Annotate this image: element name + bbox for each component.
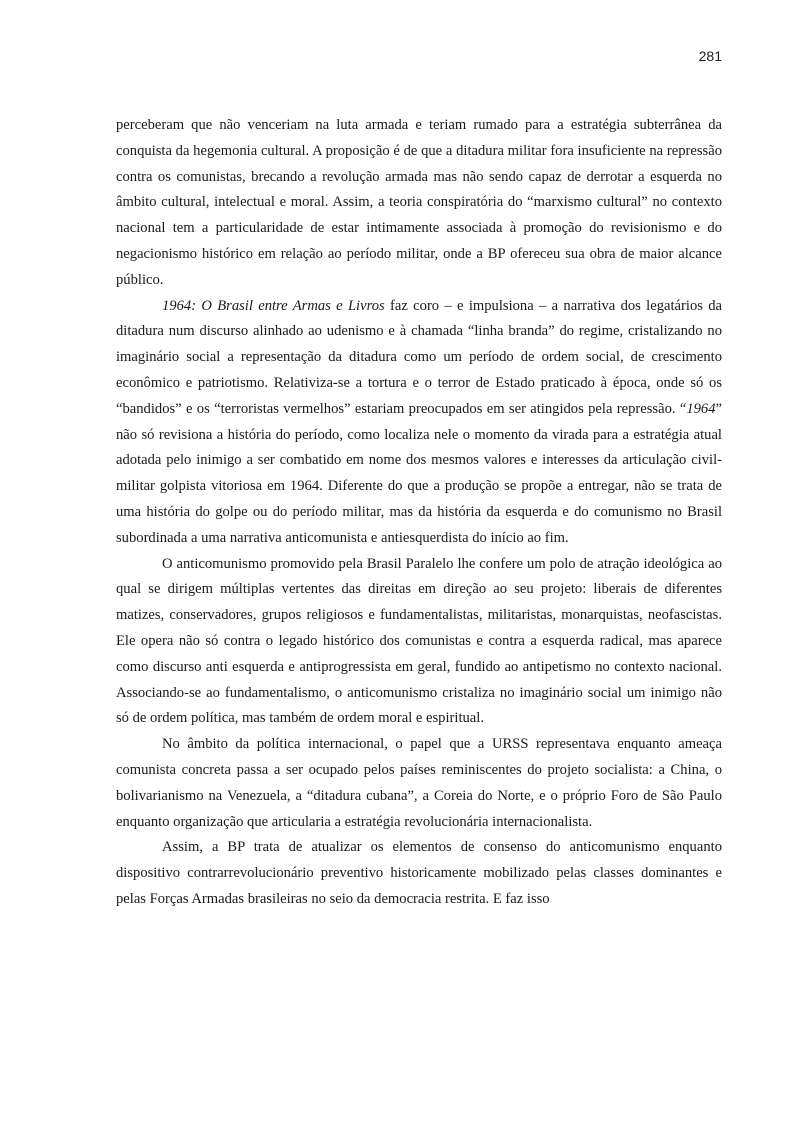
text-run: faz coro – e impulsiona – a narrativa dos legatários da ditadura num discurso alinhado ao udenismo e à chamada “linha branda” do regime, cristalizando no imaginário social a representação da ditadura como um período de ordem social, de crescimento econômico e patriotismo. Relativiza-se a tortura e o terror de Estado praticado à época, onde só os “bandidos” e os “terroristas vermelhos” estariam preocupados em ser atingidos pela repressão. “ [116, 297, 723, 417]
text-run: Assim, a BP trata de atualizar os elementos de consenso do anticomunismo enquanto dispositivo contrarrevolucionário preventivo historicamente mobilizado pelas classes dominantes e pelas Forças Armadas brasileiras no seio da democracia restrita. E faz isso [116, 839, 722, 907]
body-text [116, 113, 722, 913]
text-run: No âmbito da política internacional, o papel que a URSS representava enquanto ameaça comunista concreta passa a ser ocupado pelos países reminiscentes do projeto socialista: a China, o bolivarianismo na Venezuela, a “ditadura cubana”, a Coreia do Norte, e o próprio Foro de São Paulo enquanto organização que articularia a estratégia revolucionária internacionalista. [116, 736, 722, 830]
paragraph [116, 552, 722, 733]
text-run: perceberam que não venceriam na luta armada e teriam rumado para a estratégia subterrânea da conquista da hegemonia cultural. A proposição é de que a ditadura militar fora insuficiente na repressão contra os comunistas, brecando a revolução armada mas não sendo capaz de derrotar a esquerda no âmbito cultural, intelectual e moral. Assim, a teoria conspiratória do “marxismo cultural” no contexto nacional tem a particularidade de estar intimamente associada à promoção do revisionismo e do negacionismo histórico em relação ao período militar, onde a BP ofereceu sua obra de maior alcance público. [116, 117, 722, 288]
italic-title: 1964 [686, 400, 716, 417]
italic-title: 1964: O Brasil entre Armas e Livros [162, 297, 385, 314]
text-run: ” não só revisiona a história do período, como localiza nele o momento da virada para a estratégia atual adotada pelo inimigo a ser combatido em nome dos mesmos valores e interesses da articulação civil-militar golpista vitoriosa em 1964. Diferente do que a produção se propõe a entregar, não se trata de uma história do golpe ou do período militar, mas da história da esquerda e do comunismo no Brasil subordinada a uma narrativa anticomunista e antiesquerdista do início ao fim. [116, 400, 722, 546]
paragraph [116, 835, 722, 912]
paragraph [116, 294, 722, 552]
page-number: 281 [698, 48, 722, 64]
paragraph [116, 732, 722, 835]
text-run: O anticomunismo promovido pela Brasil Paralelo lhe confere um polo de atração ideológica ao qual se dirigem múltiplas vertentes das direitas em direção ao seu projeto: liberais de diferentes matizes, conservadores, grupos religiosos e fundamentalistas, militaristas, monarquistas, neofascistas. Ele opera não só contra o legado histórico dos comunistas e contra a esquerda radical, mas aparece como discurso anti esquerda e antiprogressista em geral, fundido ao antipetismo no contexto nacional. Associando-se ao fundamentalismo, o anticomunismo cristaliza no imaginário social um inimigo não só de ordem política, mas também de ordem moral e espiritual. [116, 555, 722, 727]
paragraph [116, 113, 722, 294]
